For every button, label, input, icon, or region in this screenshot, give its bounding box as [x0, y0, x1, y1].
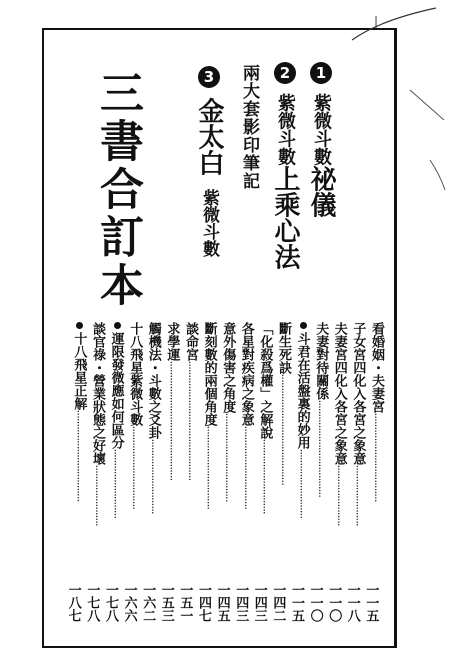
toc-entry-title: 斗君在活盤裏的妙用	[294, 332, 310, 449]
book-1-title-big: 祕儀	[306, 165, 336, 218]
toc-entry	[309, 322, 328, 622]
toc-entry	[216, 322, 235, 622]
toc-page-number: 一一〇	[326, 583, 342, 622]
book-3	[196, 66, 222, 257]
book-2	[272, 62, 298, 270]
toc-page-number: 一六二	[140, 583, 156, 622]
toc-leader-dots: ···········································	[184, 361, 195, 481]
book-1	[308, 62, 334, 218]
toc-entry	[123, 322, 142, 622]
sub-note: 兩大套影印筆記	[239, 64, 259, 190]
toc-page-number: 一四七	[196, 583, 211, 622]
toc-leader-dots: ······························	[129, 426, 140, 510]
toc-entry	[234, 322, 253, 622]
bullet-icon	[76, 322, 83, 329]
toc-entry-title: 談命宮	[182, 322, 198, 361]
toc-entry-title: 夫妻對待關係	[313, 322, 329, 400]
main-title: 三書合訂本	[92, 70, 143, 310]
toc-leader-dots: ·································	[73, 410, 84, 502]
toc-leader-dots: ································	[222, 413, 233, 503]
toc-entry-title: 十八飛星紫微斗數	[127, 322, 143, 426]
toc-entry	[253, 322, 272, 622]
toc-entry	[104, 322, 123, 622]
book-2-number: 2	[274, 62, 296, 84]
toc-leader-dots: ······················	[352, 465, 363, 527]
toc-page-number: 一八七	[65, 583, 81, 622]
toc-page-number: 一四五	[214, 583, 230, 622]
toc-entry-title: 意外傷害之角度	[220, 322, 236, 413]
toc-entry	[178, 322, 197, 622]
toc-page-number: 一一五	[363, 583, 379, 622]
toc-page-number: 一四三	[233, 583, 249, 622]
bullet-icon	[300, 322, 307, 329]
toc-entry	[67, 322, 86, 622]
toc-leader-dots: ·························	[110, 449, 121, 519]
toc-entry-title: 運限發微應如何區分	[108, 332, 124, 449]
book-3-number: 3	[198, 66, 220, 88]
book-2-title-big: 上乘心法	[270, 165, 300, 270]
book-1-number: 1	[310, 62, 332, 84]
toc-entry	[346, 322, 365, 622]
toc-entry-title: 各星對疾病之象意	[238, 322, 254, 426]
toc-entry	[364, 322, 383, 622]
toc-entry	[141, 322, 160, 622]
toc-entry-title: 夫妻宮四化入各宮之象意	[331, 322, 347, 465]
toc-entry-title: 談官祿・營業狀態之好壞	[89, 322, 105, 465]
toc-entry-title: 「化殺爲權」之解說	[257, 322, 273, 439]
toc-page-number: 一四二	[270, 583, 286, 622]
toc-page-number: 一一八	[344, 583, 360, 622]
toc-entry-title: 觸機法・斗數之爻卦	[145, 322, 161, 439]
toc-entry	[85, 322, 104, 622]
toc-page-number: 一一〇	[307, 583, 323, 622]
toc-entry	[327, 322, 346, 622]
toc-page-number: 一四三	[251, 583, 267, 622]
book-3-title-big: 金太白	[194, 97, 224, 176]
toc-entry-title: 斷刻數的兩個角度	[201, 322, 217, 426]
margin-mark: |	[374, 14, 379, 28]
toc-page-number: 一六六	[121, 583, 137, 622]
toc-entry-title: 子女宮四化入各宮之象意	[350, 322, 366, 465]
toc-leader-dots: ···································	[315, 400, 326, 498]
toc-leader-dots: ·························	[296, 449, 307, 519]
toc-page-number: 一七八	[84, 583, 100, 622]
toc-entry-title: 看婚姻・夫妻宮	[368, 322, 384, 413]
toc-leader-dots: ······················	[91, 465, 102, 527]
toc-entry	[271, 322, 290, 622]
toc-page-number: 一五三	[158, 583, 174, 622]
toc-page-number: 一七八	[103, 583, 118, 622]
bullet-icon	[114, 322, 121, 329]
toc-entry	[160, 322, 179, 622]
toc-leader-dots: ···························	[147, 439, 158, 515]
toc-entry	[197, 322, 216, 622]
toc-leader-dots: ································	[370, 413, 381, 503]
toc-page-number: 一一五	[289, 583, 304, 622]
book-3-subtitle: 紫微斗數	[199, 189, 219, 258]
book-1-title-small: 紫微斗數	[311, 93, 332, 166]
toc-entry	[290, 322, 309, 622]
toc-leader-dots: ···························	[259, 439, 270, 515]
toc-leader-dots: ········································	[277, 374, 288, 486]
book-2-title-small: 紫微斗數	[275, 93, 296, 166]
toc-entry-title: 求學運	[164, 322, 180, 361]
toc-entry-title: 斷生死訣	[275, 322, 291, 374]
toc-leader-dots: ······························	[240, 426, 251, 510]
toc-leader-dots: ···········································	[166, 361, 177, 481]
toc-entry-title: 十八飛星正解	[71, 332, 87, 410]
table-of-contents	[58, 322, 383, 622]
toc-leader-dots: ······················	[333, 465, 344, 527]
toc-leader-dots: ······························	[203, 426, 214, 510]
toc-page-number: 一五一	[177, 583, 193, 622]
